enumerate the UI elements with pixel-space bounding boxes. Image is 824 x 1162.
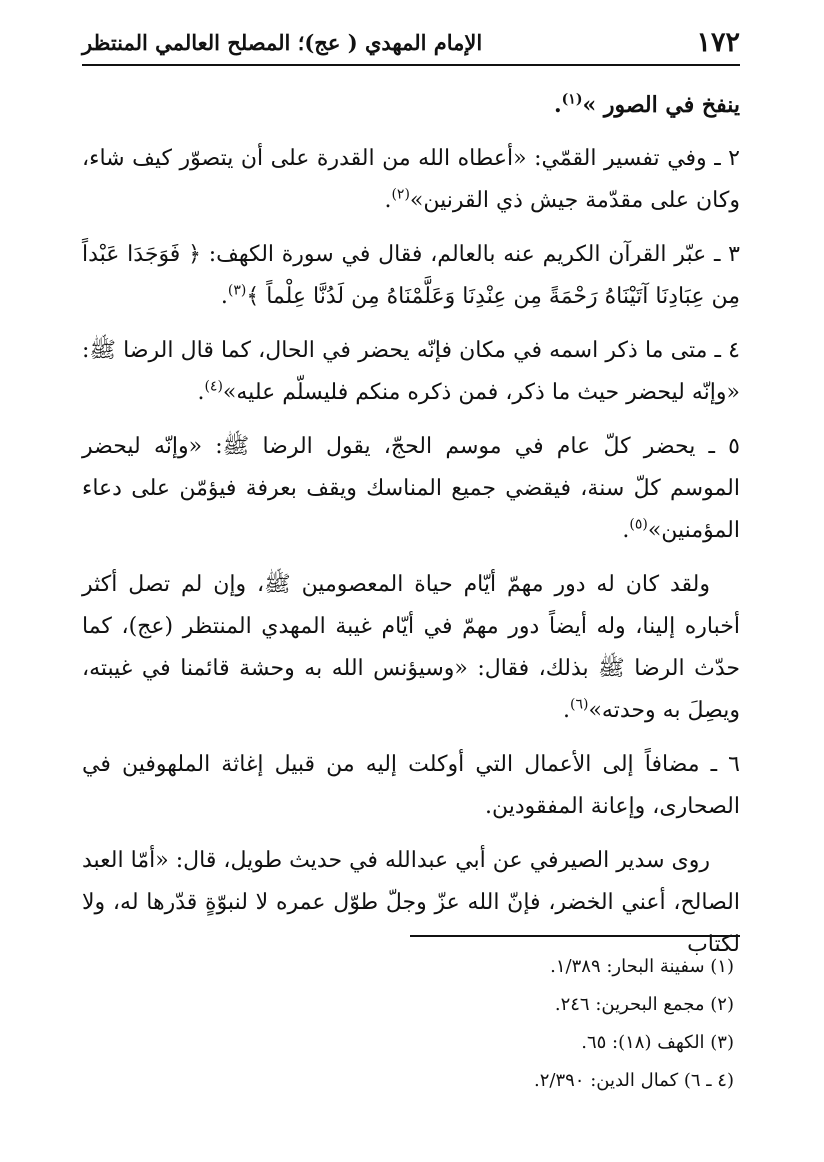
body-text xyxy=(82,84,740,978)
footnote-rule xyxy=(410,935,740,937)
footnote: (٣) الكهف (١٨): ٦٥. xyxy=(581,1032,734,1053)
page-number: ١٧٢ xyxy=(696,26,740,58)
running-title: الإمام المهدي ( عج)؛ المصلح العالمي المنتظر xyxy=(82,29,483,55)
paragraph: ٥ ـ يحضر كلّ عام في موسم الحجّ، يقول الرضا ﷺ: «وإنّه ليحضر الموسم كلّ سنة، فيقضي جميع المناسك ويقف بعرفة فيؤمّن على دعاء المؤمنين»$^{(٥)}$. xyxy=(82,434,740,543)
footnote-ref: (٥) xyxy=(629,516,648,533)
paragraph: روى سدير الصيرفي عن أبي عبدالله في حديث طويل، قال: «أمّا العبد الصالح، أعني الخضر، فإنّ الله عزّ وجلّ طوّل عمره لا لنبوّةٍ قدّرها له، ولا لكتاب xyxy=(82,848,740,957)
footnote: (١) سفينة البحار: ١/٣٨٩. xyxy=(550,956,734,977)
paragraph: ولقد كان له دور مهمّ أيّام حياة المعصومين ﷺ، وإن لم تصل أكثر أخباره إلينا، وله أيضاً دور مهمّ في أيّام غيبة المهدي المنتظر (عج)، كما حدّث الرضا ﷺ بذلك، فقال: «وسيؤنس الله به وحشة قائمنا في غيبته، ويصِلَ به وحدته»$^{(٦)}$. xyxy=(82,572,740,723)
footnote-ref: (١) xyxy=(561,91,583,108)
footnote: (٢) مجمع البحرين: ٢٤٦. xyxy=(554,994,734,1015)
footnote-ref: (٢) xyxy=(391,186,410,203)
footnotes xyxy=(82,950,734,1102)
paragraph: ٢ ـ وفي تفسير القمّي: «أعطاه الله من القدرة على أن يتصوّر كيف شاء، وكان على مقدّمة جيش ذي القرنين»$^{(٢)}$. xyxy=(82,146,740,213)
footnote-ref: (٦) xyxy=(569,696,589,713)
paragraph: ٣ ـ عبّر القرآن الكريم عنه بالعالم، فقال في سورة الكهف: ﴿ فَوَجَدَا عَبْداً مِن عِبَادِنَا آتَيْنَاهُ رَحْمَةً مِن عِنْدِنَا وَعَلَّمْنَاهُ مِن لَدُنَّا عِلْماً ﴾$^{(٣)}$. xyxy=(82,242,740,309)
paragraph: ٦ ـ مضافاً إلى الأعمال التي أوكلت إليه من قبيل إغاثة الملهوفين في الصحارى، وإعانة المفقودين. xyxy=(82,752,740,819)
paragraph: ينفخ في الصور »$^{(١)}$. xyxy=(553,91,740,118)
footnote: (٤ ـ ٦) كمال الدين: ٢/٣٩٠. xyxy=(533,1070,734,1091)
header-rule xyxy=(82,64,740,66)
footnote-ref: (٣) xyxy=(227,282,247,299)
paragraph: ٤ ـ متى ما ذكر اسمه في مكان فإنّه يحضر في الحال، كما قال الرضا ﷺ: «وإنّه ليحضر حيث ما ذكر، فمن ذكره منكم فليسلّم عليه»$^{(٤)}$. xyxy=(82,338,740,405)
page-header xyxy=(82,24,740,60)
footnote-ref: (٤) xyxy=(204,378,223,395)
